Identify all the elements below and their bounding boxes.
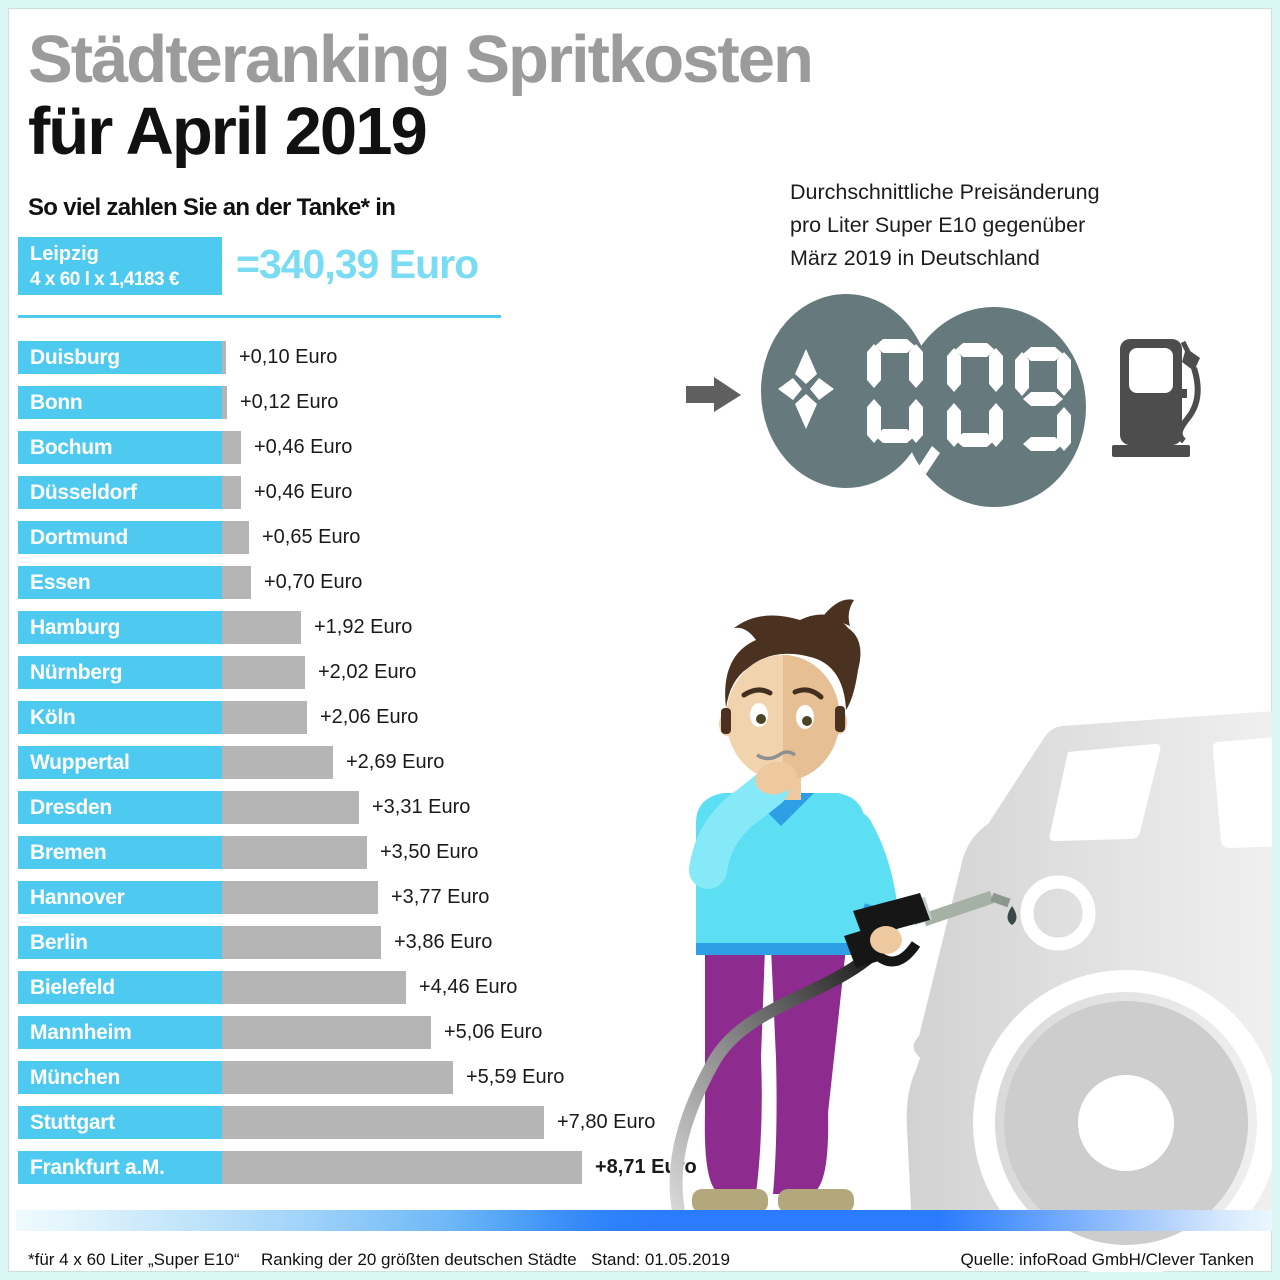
bar-value-label: +1,92 Euro [314, 616, 413, 638]
bar-city-label: Bremen [30, 841, 107, 864]
bar-value-label: +7,80 Euro [557, 1111, 656, 1133]
bar-value-label: +5,06 Euro [444, 1021, 543, 1043]
digital-price-display [761, 294, 1086, 507]
fuel-cap [1027, 882, 1089, 944]
bar-extra-segment [222, 926, 381, 959]
bar-value-label: +3,31 Euro [372, 796, 471, 818]
bar-row [18, 341, 738, 374]
segment [1015, 352, 1029, 396]
footnote: *für 4 x 60 Liter „Super E10“ [28, 1250, 240, 1269]
bar-row [18, 926, 738, 959]
note-line-2: pro Liter Super E10 gegenüber [790, 213, 1086, 237]
seven-segment-value [778, 339, 1071, 474]
bar-extra-segment [222, 431, 241, 464]
segment [955, 343, 995, 357]
bar-row [18, 881, 738, 914]
bar-city-label: Wuppertal [30, 751, 130, 774]
bar-city-label: Bonn [30, 391, 83, 414]
segment [1023, 347, 1063, 361]
bar-city-label: Köln [30, 706, 76, 729]
bar-value-label: +0,12 Euro [240, 391, 339, 413]
car-illustration [907, 710, 1280, 1265]
bar-extra-segment [222, 836, 367, 869]
bar-row [18, 476, 738, 509]
bar-city-label: Stuttgart [30, 1111, 115, 1134]
bar-row [18, 1016, 738, 1049]
title-line-gray: Städteranking Spritkosten [28, 22, 812, 97]
bar-row [18, 1151, 738, 1184]
bar-extra-segment [222, 611, 301, 644]
segment [1023, 392, 1063, 406]
bar-row [18, 611, 738, 644]
bar-row [18, 1106, 738, 1139]
segment [989, 403, 1003, 447]
bar-extra-segment [222, 1061, 453, 1094]
bar-city-label: Hamburg [30, 616, 121, 639]
fuel-pump-icon [1112, 339, 1200, 457]
chart-subtitle: So viel zahlen Sie an der Tanke* in [28, 194, 396, 221]
bar-extra-segment [222, 1106, 544, 1139]
segment [947, 348, 961, 392]
segment [909, 399, 923, 443]
bar-extra-segment [222, 1151, 582, 1184]
hand-on-chin [752, 757, 801, 799]
fuel-nozzle [844, 893, 1017, 968]
bar-extra-segment [222, 566, 251, 599]
bar-row [18, 971, 738, 1004]
base-city-total: =340,39 Euro [236, 241, 479, 287]
note-line-3: März 2019 in Deutschland [790, 246, 1040, 270]
eye [750, 703, 768, 727]
segment [909, 344, 923, 388]
segment [778, 378, 802, 400]
segment [867, 399, 881, 443]
date-stamp: Stand: 01.05.2019 [591, 1250, 730, 1269]
note-line-1: Durchschnittliche Preisänderung [790, 180, 1100, 204]
bar-extra-segment [222, 341, 226, 374]
bar-value-label: +3,50 Euro [380, 841, 479, 863]
bar-value-label: +0,70 Euro [264, 571, 363, 593]
segment [810, 378, 834, 400]
bar-extra-segment [222, 656, 305, 689]
segment [795, 349, 817, 384]
bar-city-label: Dresden [30, 796, 112, 819]
segment [1057, 352, 1071, 396]
segment [867, 344, 881, 388]
bar-row [18, 701, 738, 734]
bar-row [18, 1061, 738, 1094]
bar-value-label: +2,06 Euro [320, 706, 419, 728]
bar-row [18, 566, 738, 599]
bar-row [18, 746, 738, 779]
segment [875, 429, 915, 443]
bar-value-label: +5,59 Euro [466, 1066, 565, 1088]
bar-row [18, 656, 738, 689]
bar-extra-segment [222, 881, 378, 914]
bar-city-label: Bielefeld [30, 976, 115, 999]
fuel-drop [1008, 906, 1017, 925]
bar-extra-segment [222, 701, 307, 734]
bar-city-label: Hannover [30, 886, 125, 909]
bar-row [18, 521, 738, 554]
bar-extra-segment [222, 1016, 431, 1049]
segment [1057, 407, 1071, 451]
bar-city-label: Nürnberg [30, 661, 123, 684]
car-quarter-window [1050, 744, 1161, 841]
bar-extra-segment [222, 746, 333, 779]
bar-value-label: +3,77 Euro [391, 886, 490, 908]
base-city-name: Leipzig [30, 243, 99, 265]
bar-value-label: +0,46 Euro [254, 481, 353, 503]
segment [989, 348, 1003, 392]
bar-value-label: +2,69 Euro [346, 751, 445, 773]
hand-on-nozzle [870, 926, 902, 954]
bar-city-label: Essen [30, 571, 91, 594]
bar-city-label: Mannheim [30, 1021, 132, 1044]
segment [875, 339, 915, 353]
bar-value-label: +8,71 Euro [595, 1156, 697, 1178]
segment [919, 446, 940, 474]
bar-value-label: +4,46 Euro [419, 976, 518, 998]
segment [955, 433, 995, 447]
gradient-footer-bar [16, 1210, 1280, 1231]
bar-city-label: München [30, 1066, 121, 1089]
bar-extra-segment [222, 476, 241, 509]
bar-extra-segment [222, 386, 227, 419]
bar-value-label: +0,46 Euro [254, 436, 353, 458]
hair [725, 615, 860, 710]
bar-city-label: Berlin [30, 931, 88, 954]
bar-extra-segment [222, 521, 249, 554]
source-credit: Quelle: infoRoad GmbH/Clever Tanken [960, 1250, 1254, 1269]
bar-row [18, 386, 738, 419]
wheel-hub [1078, 1075, 1174, 1171]
bar-value-label: +2,02 Euro [318, 661, 417, 683]
city-bar-chart [18, 341, 738, 1196]
bar-city-label: Bochum [30, 436, 113, 459]
eye [796, 705, 814, 729]
bar-extra-segment [222, 971, 406, 1004]
bar-value-label: +0,65 Euro [262, 526, 361, 548]
wheel-tire [1004, 1001, 1248, 1245]
title-line-black: für April 2019 [28, 94, 426, 169]
base-city-formula: 4 x 60 l x 1,4183 € [30, 269, 179, 290]
bar-extra-segment [222, 791, 359, 824]
price-change-note [790, 176, 1100, 275]
segment [947, 403, 961, 447]
bar-row [18, 791, 738, 824]
divider-line [18, 315, 501, 318]
base-city-box [18, 237, 222, 295]
bar-city-label: Duisburg [30, 346, 120, 369]
bar-city-label: Frankfurt a.M. [30, 1156, 165, 1179]
bar-row [18, 836, 738, 869]
bar-city-label: Düsseldorf [30, 481, 137, 504]
bar-value-label: +3,86 Euro [394, 931, 493, 953]
segment [1023, 437, 1063, 451]
bar-row [18, 431, 738, 464]
page-title [28, 24, 812, 168]
bar-value-label: +0,10 Euro [239, 346, 338, 368]
ranking-note: Ranking der 20 größten deutschen Städte [261, 1250, 577, 1269]
bar-city-label: Dortmund [30, 526, 128, 549]
car-door-window [1213, 736, 1280, 848]
segment [795, 394, 817, 429]
